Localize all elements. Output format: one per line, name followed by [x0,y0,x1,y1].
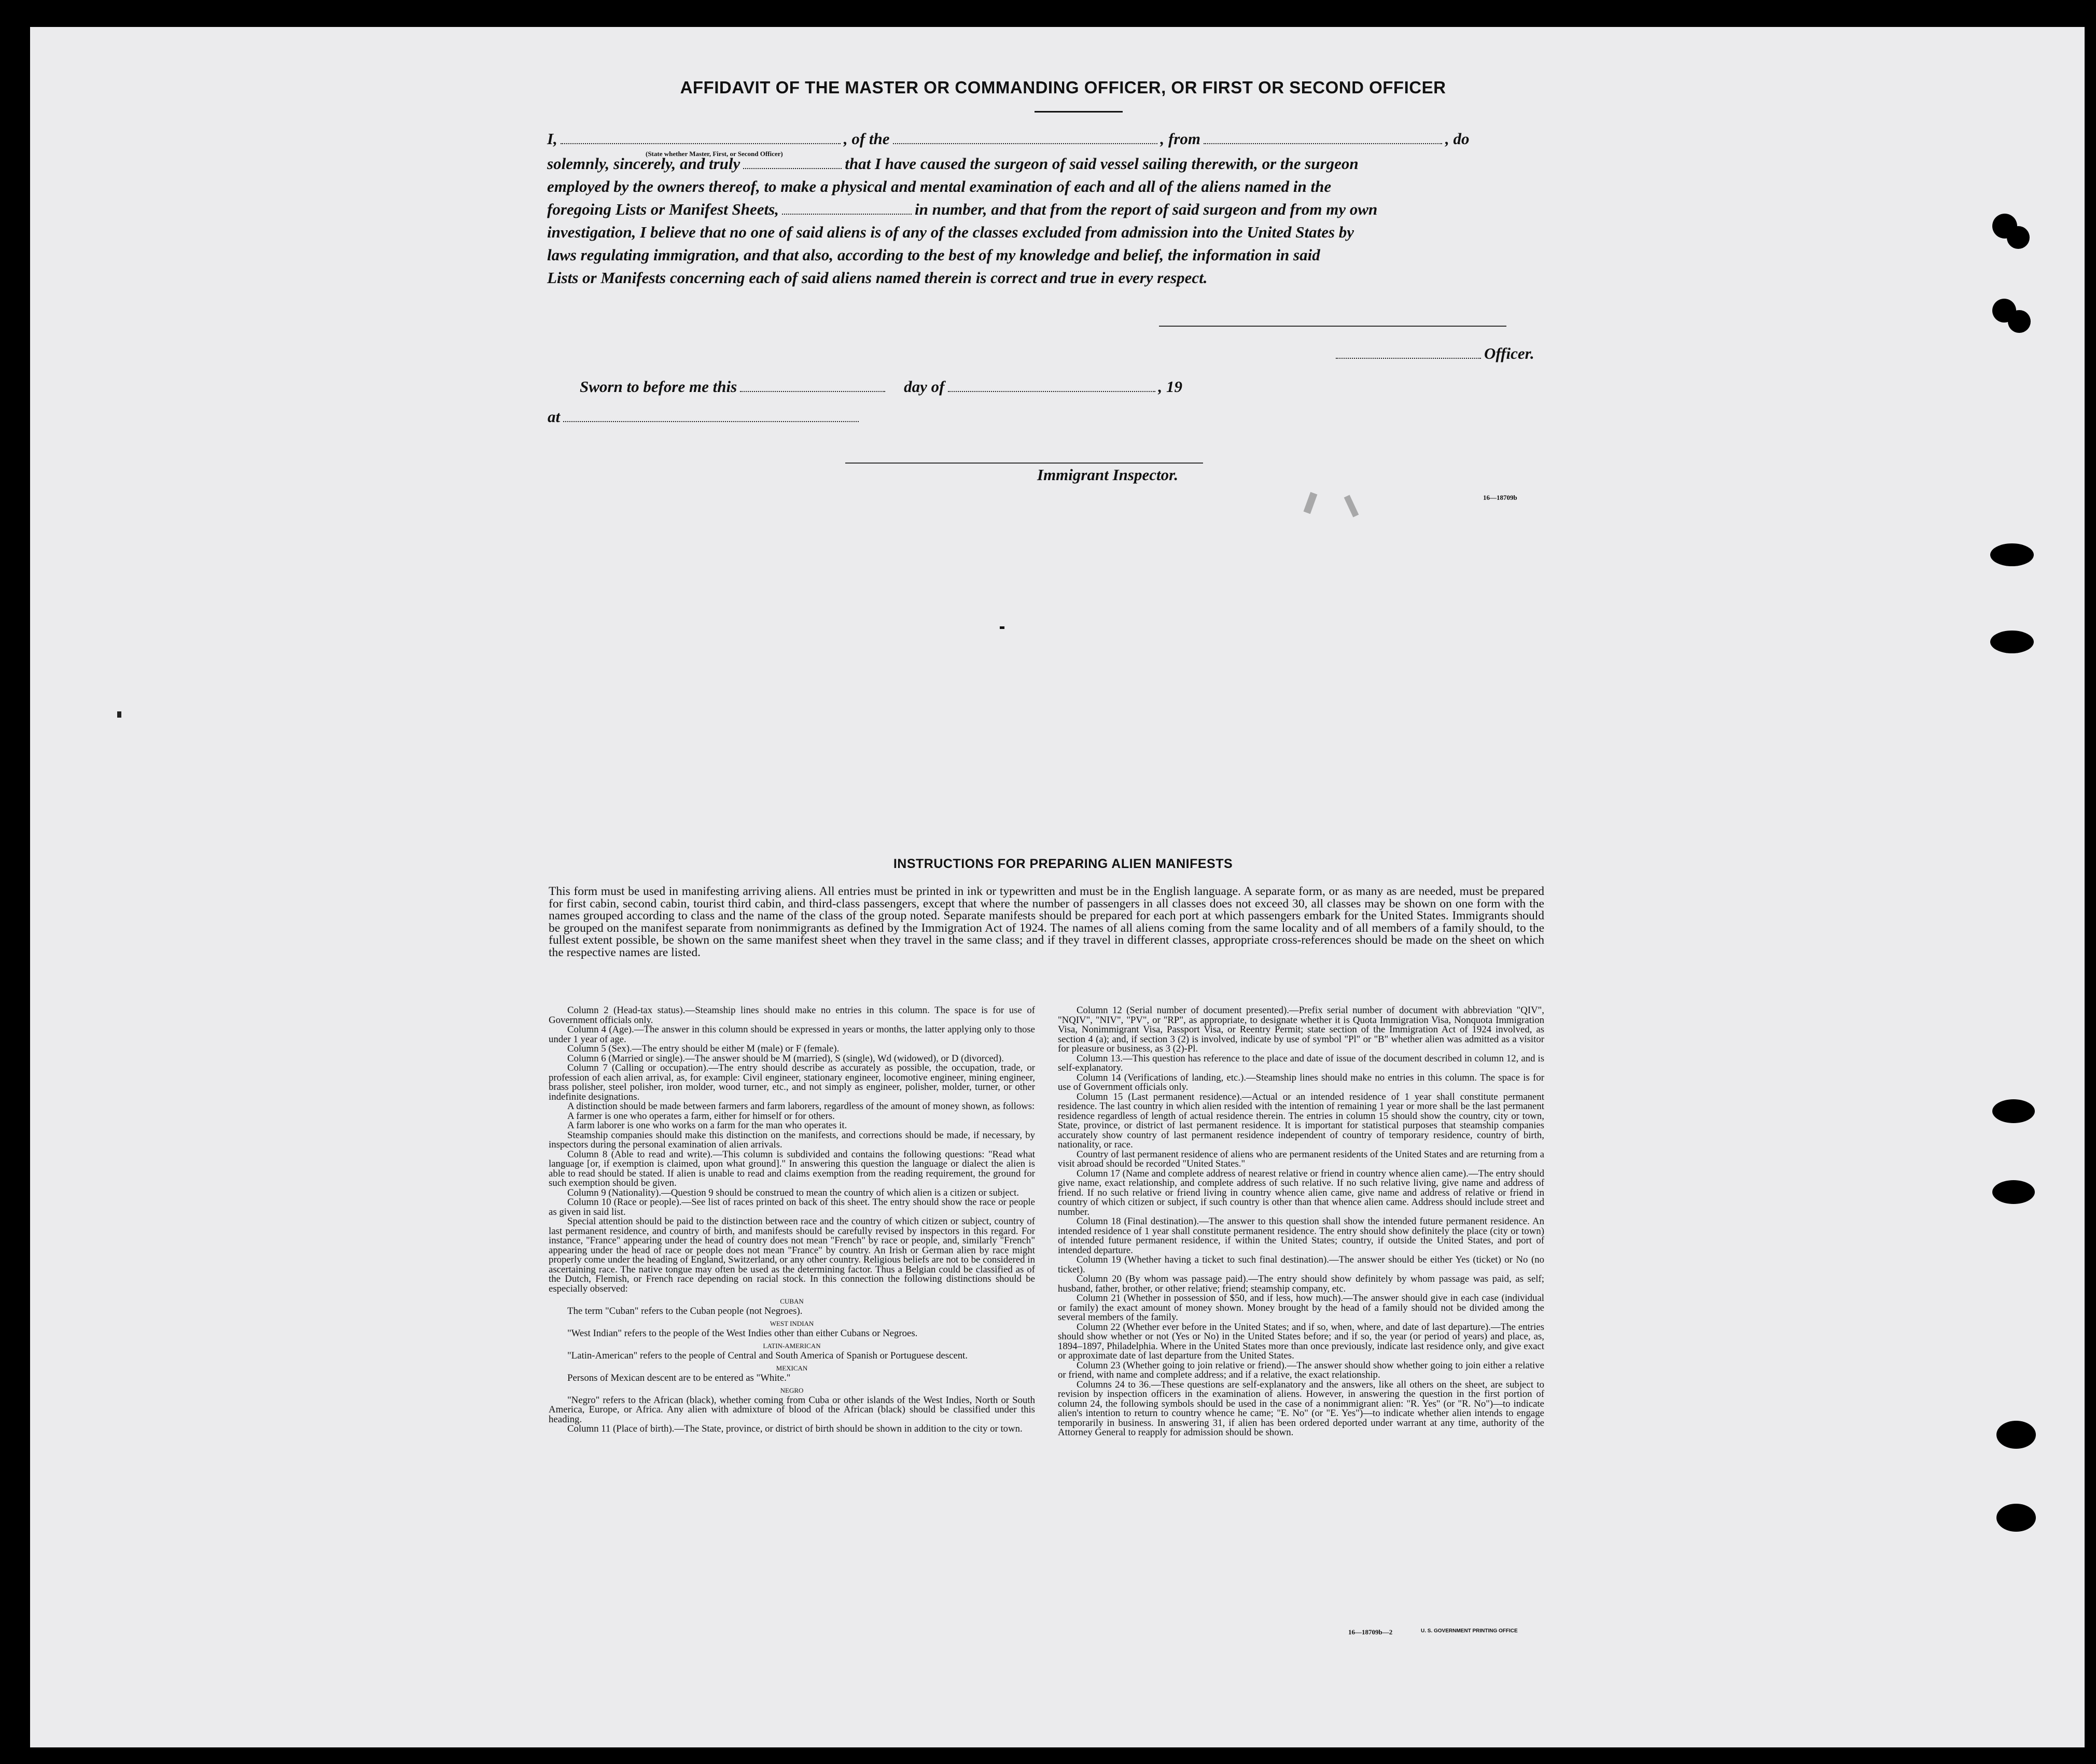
text: Sworn to before me this [580,377,737,396]
instructions-right-column [1058,1006,1544,1438]
form-number: 16—18709b [1483,494,1517,501]
column-note: Column 5 (Sex).—The entry should be either M (male) or F (female). [567,1043,840,1054]
column-note: A distinction should be made between farmers and farm laborers, regardless of the amount of money shown, as follows: [567,1101,1035,1112]
officer-rank-field[interactable] [561,132,841,144]
instructions-left-column [549,1006,1035,1434]
officer-signature-field[interactable] [1336,346,1481,359]
column-note: Column 23 (Whether going to join relative or friend).—The answer should show whether going to join either a relative or friend, with name and complete address; and if a relative, the exact relationship. [1058,1360,1544,1380]
race-heading: MEXICAN [776,1364,808,1372]
text: solemnly, sincerely, and truly [547,155,740,173]
instructions-intro: This form must be used in manifesting arriving aliens. All entries must be printed in ink or typewritten and must be in the English language. A separate form, or as many as are needed, must be prepared for first cabin, second cabin, tourist third cabin, and third-class passengers, except that where the number of passengers in all classes does not exceed 30, all classes may be shown on one form with the names grouped according to class and the name of the class of the group noted. Separate manifests should be prepared for each port at which passengers embark for the United States. Immigrants should be grouped on the manifest separate from nonimmigrants as defined by the Immigration Act of 1924. The names of all aliens coming from the same locality and of all members of a family should, to the fullest extent possible, be shown on the same manifest sheet when they travel in the same class; and if they travel in different classes, appropriate cross-references should be made on the sheet on which the respective names are listed. [549,885,1544,959]
binder-hole [1996,1504,2036,1532]
title-underline [1035,111,1123,113]
inspector-label: Immigrant Inspector. [1037,466,1179,484]
ink-dot [1000,626,1004,629]
column-note: Column 4 (Age).—The answer in this column should be expressed in years or months, the latter applying only to those under 1 year of age. [549,1024,1035,1045]
officer-rank-note: (State whether Master, First, or Second Officer) [646,150,783,158]
text: in number, and that from the report of said surgeon and from my own [914,200,1378,218]
column-note: Column 13.—This question has reference to the place and date of issue of the document described in column 12, and is self-explanatory. [1058,1053,1544,1073]
port-field[interactable] [1204,132,1442,144]
column-note: Column 10 (Race or people).—See list of races printed on back of this sheet. The entry should show the race or people as given in said list. [549,1197,1035,1217]
race-heading: NEGRO [780,1387,804,1394]
race-definition: "Negro" refers to the African (black), whether coming from Cuba or other islands of the West Indies, North or South America, Europe, or Africa. Any alien with admixture of blood of the African (black) should be classified under this heading. [549,1394,1035,1425]
affidavit-line-5: investigation, I believe that no one of said aliens is of any of the classes excluded from admission into the United States by [547,223,1354,241]
column-note: Column 15 (Last permanent residence).—Actual or an intended residence of 1 year shall constitute permanent residence. The last country in which alien resided with the intention of remaining 1 year or more shall be the last permanent residence regardless of length of actual residence therein. The entries in column 15 should show the country, city or town, State, province, or district of last permanent residence. It is important for statistical purposes that steamship companies accurately show country of last permanent residence independent of country of temporary residence, country of birth, nationality, or race. [1058,1091,1544,1150]
affidavit-line-7: Lists or Manifests concerning each of said aliens named therein is correct and true in every respect. [547,269,1208,287]
race-heading: LATIN-AMERICAN [763,1342,821,1350]
binder-hole [1992,1180,2035,1204]
column-note: Column 7 (Calling or occupation).—The entry should describe as accurately as possible, the occupation, trade, or profession of each alien arrival, as, for example: Civil engineer, stationary engineer, locomotive engineer, mining engineer, brass polisher, steel polisher, iron molder, wood turner, etc., and not simply as engineer, polisher, molder, turner, or other indefinite designations. [549,1062,1035,1102]
sworn-manner-field[interactable] [743,157,842,169]
text: , of the [843,130,890,148]
signature-line[interactable] [1159,326,1506,327]
sheet-count-field[interactable] [782,202,912,215]
affidavit-line-2 [547,155,1359,173]
binder-hole [2007,226,2030,249]
race-definition: "West Indian" refers to the people of the West Indies other than either Cubans or Negroes. [567,1327,918,1339]
binder-hole [1990,543,2034,566]
text: that I have caused the surgeon of said vessel sailing therewith, or the surgeon [845,155,1359,173]
column-note: Columns 24 to 36.—These questions are self-explanatory and the answers, like all others on the sheet, are subject to revision by inspection officers in the examination of aliens. However, in answering the question in the first portion of column 24, the following symbols should be used in the case of a nonimmigrant alien: "R. Yes" (or "R. No")—to indicate alien's intention to return to country whence he came; "E. No" (or "E. Yes")—to indicate whether alien intends to engage temporarily in business. In answering 31, if alien has been ordered deported under warrant at any time, authority of the Attorney General to reapply for admission should be shown. [1058,1379,1544,1438]
text: at [548,408,561,426]
sworn-line [580,377,1182,396]
ink-mark [117,711,121,718]
inspector-signature-line[interactable] [845,463,1203,464]
column-note: Column 8 (Able to read and write).—This column is subdivided and contains the following questions: "Read what language [or, if exemption is claimed, upon what ground]." In answering this question the language or dialect the alien is able to read should be stated. If alien is unable to read and claims exemption from the reading requirement, the ground for such exemption should be given. [549,1149,1035,1188]
column-note: Column 12 (Serial number of document presented).—Prefix serial number of document with abbreviation "QIV", "NQIV", "NIV", "PV", or "RP", as appropriate, to designate whether it is Quota Immigration Visa, Nonquota Immigration Visa, Nonimmigrant Visa, Passport Visa, or Reentry Permit; state section of the Immigration Act of 1924 involved, as section 4 (a); and, if section 3 (2) is involved, indicate by use of symbol "Pl" or "B" whether alien was admitted as a visitor for pleasure or business, as 3 (2)-Pl. [1058,1005,1544,1054]
footer-form-number: 16—18709b—2 [1348,1628,1393,1636]
text: , 19 [1158,377,1182,396]
column-note: A farmer is one who operates a farm, either for himself or for others. [567,1110,835,1122]
instructions-title: INSTRUCTIONS FOR PREPARING ALIEN MANIFESTS [893,857,1233,871]
affidavit-title: AFFIDAVIT OF THE MASTER OR COMMANDING OFFICER, OR FIRST OR SECOND OFFICER [680,78,1446,97]
column-note: Column 2 (Head-tax status).—Steamship lines should make no entries in this column. The space is for use of Government officials only. [549,1005,1035,1026]
text: I, [547,130,557,148]
race-heading: CUBAN [780,1297,804,1305]
column-note: Column 14 (Verifications of landing, etc.).—Steamship lines should make no entries in this column. The space is for use of Government officials only. [1058,1072,1544,1093]
officer-signature [1333,344,1534,363]
race-definition: "Latin-American" refers to the people of Central and South America of Spanish or Portuguese descent. [567,1350,968,1361]
column-note: Special attention should be paid to the distinction between race and the country of which citizen or subject, country of last permanent residence, and country of birth, and manifests should be carefully revised by inspectors in this regard. For instance, "France" appearing under the head of country does not mean "French" by race or people, and, similarly "French" appearing under the head of race or people does not mean "France" by country. An Irish or German alien by race might properly come under the heading of England, Switzerland, or any other country. Religious beliefs are not to be considered in ascertaining race. The native tongue may often be used as the determining factor. Thus a Belgian could be classified as of the Dutch, Flemish, or French race depending on racial stock. In this connection the following distinctions should be especially observed: [549,1216,1035,1294]
sworn-day-field[interactable] [740,380,885,392]
column-note: Column 22 (Whether ever before in the United States; and if so, when, where, and date of last departure).—The entries should show whether or not (Yes or No) in the United States before; and if so, the year (or period of years) and place, as, 1894–1897, Philadelphia. Where in the United States more than once previously, indicate last residence only, and give exact or approximate date of last departure from the United States. [1058,1321,1544,1361]
at-place-field[interactable] [563,410,859,422]
race-definition: The term "Cuban" refers to the Cuban people (not Negroes). [567,1305,803,1317]
column-note: Column 17 (Name and complete address of nearest relative or friend in country whence alien came).—The entry should give name, exact relationship, and complete address of such relative. If no such relative living, give name and address of friend. If no such relative or friend living in country whence alien came, give name and address of relative or friend in country of which citizen or subject, if such country is other than that whence alien came. Address should include street and number. [1058,1168,1544,1217]
column-note: Column 11 (Place of birth).—The State, province, or district of birth should be shown in addition to the city or town. [567,1423,1023,1434]
column-note: Country of last permanent residence of aliens who are permanent residents of the United States and are returning from a visit abroad should be recorded "United States." [1058,1149,1544,1169]
text: Officer. [1484,344,1534,362]
footer-printer: U. S. GOVERNMENT PRINTING OFFICE [1421,1628,1518,1634]
column-note: Column 18 (Final destination).—The answer to this question shall show the intended future permanent residence. An intended residence of 1 year shall constitute permanent residence. The entry should show definitely the place (city or town) of intended future permanent residence, if within the United States; country, if outside the United States, and port of intended departure. [1058,1216,1544,1256]
column-note: Column 21 (Whether in possession of $50, and if less, how much).—The answer should give in each case (individual or family) the exact amount of money shown. Money brought by the head of a family should not be divided among the several members of the family. [1058,1293,1544,1323]
column-note: Column 6 (Married or single).—The answer should be M (married), S (single), Wd (widowed), or D (divorced). [567,1053,1004,1064]
binder-hole [2008,310,2031,333]
affidavit-line-1 [547,130,1470,148]
at-line [548,408,862,426]
text: , from [1160,130,1201,148]
race-heading: WEST INDIAN [770,1320,814,1327]
affidavit-line-6: laws regulating immigration, and that also, according to the best of my knowledge and belief, the information in said [547,246,1320,264]
column-note: Steamship companies should make this distinction on the manifests, and corrections should be made, if necessary, by inspectors during the personal examination of alien arrivals. [549,1129,1035,1150]
binder-hole [1990,631,2034,653]
sworn-month-field[interactable] [948,380,1155,392]
text: day of [904,377,945,396]
affidavit-line-3: employed by the owners thereof, to make a physical and mental examination of each and all of the aliens named in the [547,177,1332,195]
column-note: Column 19 (Whether having a ticket to such final destination).—The answer should be either Yes (ticket) or No (no ticket). [1058,1254,1544,1275]
text: , do [1445,130,1470,148]
binder-hole [1992,1099,2035,1123]
text: foregoing Lists or Manifest Sheets, [547,200,779,218]
affidavit-line-4 [547,200,1377,219]
vessel-name-field[interactable] [893,132,1157,144]
column-note: A farm laborer is one who works on a farm for the man who operates it. [567,1120,847,1131]
column-note: Column 9 (Nationality).—Question 9 should be construed to mean the country of which alien is a citizen or subject. [567,1187,1019,1198]
binder-hole [1996,1421,2036,1449]
column-note: Column 20 (By whom was passage paid).—The entry should show definitely by whom passage was paid, as self; husband, father, brother, or other relative; friend; steamship company, etc. [1058,1273,1544,1294]
race-definition: Persons of Mexican descent are to be entered as "White." [567,1372,791,1383]
